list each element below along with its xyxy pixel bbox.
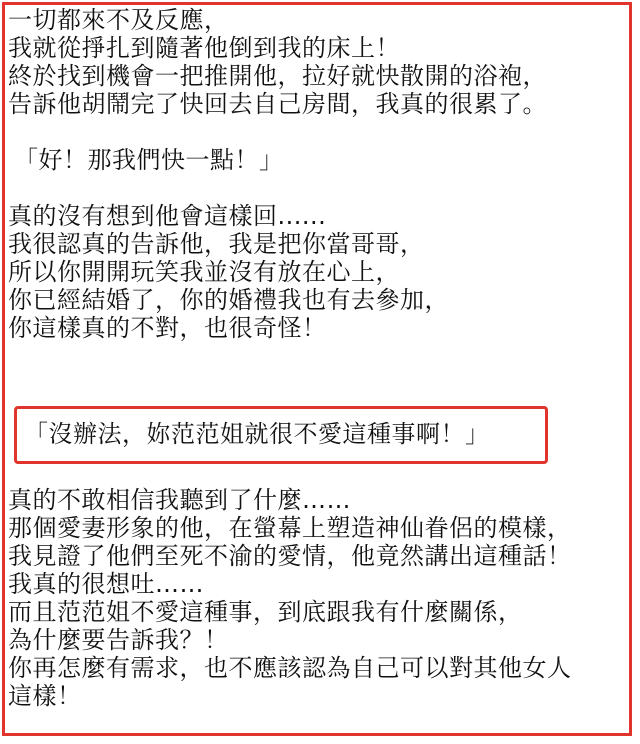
text-line: 而且范范姐不愛這種事，到底跟我有什麼關係，	[8, 598, 523, 626]
text-line: 那個愛妻形象的他，在螢幕上塑造神仙眷侶的模樣，	[8, 514, 572, 542]
blank-line	[8, 118, 630, 146]
blank-line	[8, 174, 630, 202]
text-line: 你再怎麼有需求，也不應該認為自己可以對其他女人	[8, 654, 572, 682]
text-line: 我就從掙扎到隨著他倒到我的床上！	[8, 34, 400, 62]
text-line: 你這樣真的不對，也很奇怪！	[8, 314, 327, 342]
text-line: 我很認真的告訴他，我是把你當哥哥，	[8, 230, 425, 258]
text-line: 真的不敢相信我聽到了什麼……	[8, 486, 351, 514]
post-text-continued	[8, 486, 630, 710]
text-line: 我見證了他們至死不渝的愛情，他竟然講出這種話！	[8, 542, 572, 570]
text-line: 告訴他胡鬧完了快回去自己房間，我真的很累了。	[8, 90, 547, 118]
highlighted-quote: 「沒辦法，妳范范姐就很不愛這種事啊！」	[24, 420, 490, 448]
post-text	[8, 6, 630, 342]
text-line: 我真的很想吐……	[8, 570, 204, 598]
text-line: 一切都來不及反應，	[8, 6, 229, 34]
text-line: 所以你開開玩笑我並沒有放在心上，	[8, 258, 400, 286]
text-line: 為什麼要告訴我？！	[8, 626, 229, 654]
text-line: 終於找到機會一把推開他，拉好就快散開的浴袍，	[8, 62, 547, 90]
text-line: 這樣！	[8, 682, 82, 710]
quote-line: 「好！那我們快一點！」	[14, 146, 284, 174]
text-line: 真的沒有想到他會這樣回......	[8, 202, 327, 230]
text-line: 你已經結婚了，你的婚禮我也有去參加，	[8, 286, 449, 314]
